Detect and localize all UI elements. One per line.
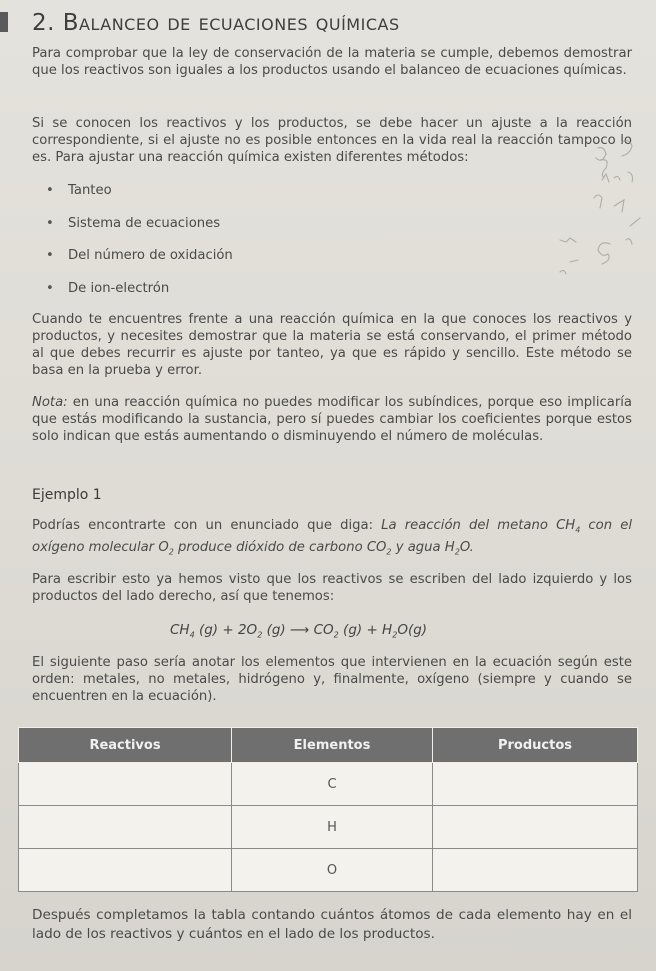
- page-edge-mark: [0, 12, 8, 32]
- statement-quote: y agua: [391, 539, 445, 555]
- intro-paragraph-1: Para comprobar que la ley de conservación de la materia se cumple, debemos demostrar que los reactivos son iguales a los productos usando el balanceo de ecuaciones químicas.: [32, 46, 632, 78]
- reaction-arrow-icon: ⟶: [289, 622, 310, 638]
- table-cell: [433, 763, 638, 806]
- list-item: • De ion-electrón: [50, 280, 233, 313]
- table-cell: [19, 763, 232, 806]
- table-cell: [433, 806, 638, 849]
- order-paragraph: El siguiente paso sería anotar los elementos que intervienen en la ecuación según este orden: metales, no metales, hidrógeno y, finalmente, oxígeno (siempre y cuando se encuentren en la ecuación).: [32, 655, 632, 704]
- table-header-row: [19, 728, 638, 763]
- table-cell: C: [232, 763, 433, 806]
- statement-quote: .: [469, 539, 474, 555]
- closing-paragraph: Después completamos la tabla contando cuántos átomos de cada elemento hay en el lado de los reactivos y cuántos en el lado de los productos.: [32, 907, 632, 942]
- note-label: Nota:: [32, 395, 68, 410]
- method-paragraph: Cuando te encuentres frente a una reacción química en la que conoces los reactivos y productos, y necesites demostrar que la materia se está conservando, el primer método al que debes recurrir es ajuste por tanteo, ya que es rápido y sencillo. Este método se basa en la prueba y error.: [32, 312, 632, 378]
- formula-water: $H_2O$: [444, 539, 470, 557]
- header-reactivos: Reactivos: [19, 728, 232, 763]
- section-title: 2. Balanceo de ecuaciones químicas: [32, 10, 400, 36]
- table-row: [19, 849, 638, 892]
- example-heading: Ejemplo 1: [32, 487, 102, 503]
- table-row: [19, 763, 638, 806]
- sides-paragraph: Para escribir esto ya hemos visto que los reactivos se escriben del lado izquierdo y los productos del lado derecho, así que tenemos:: [32, 572, 632, 604]
- list-item: • Del número de oxidación: [50, 247, 233, 280]
- balance-table: [18, 727, 638, 892]
- table-cell: [19, 849, 232, 892]
- table-row: [19, 806, 638, 849]
- formula-methane: $CH_4$: [556, 518, 581, 535]
- table-cell: O: [232, 849, 433, 892]
- methods-list: [50, 182, 233, 312]
- note-text: en una reacción química no puedes modificar los subíndices, porque eso implicaría que estás modificando la sustancia, pero sí puedes cambiar los coeficientes porque estos solo indican que estás aumentando o disminuyendo el número de moléculas.: [32, 395, 632, 444]
- note-paragraph: [32, 394, 632, 445]
- header-elementos: Elementos: [232, 728, 433, 763]
- statement-quote: con el oxígeno molecular: [32, 518, 632, 555]
- table-cell: [19, 806, 232, 849]
- list-item: • Sistema de ecuaciones: [50, 215, 233, 248]
- intro-paragraph-2: Si se conocen los reactivos y los productos, se debe hacer un ajuste a la reacción correspondiente, si el ajuste no es posible entonces en la vida real la reacción tampoco lo es. Para ajustar una reacción química existen diferentes métodos:: [32, 116, 632, 165]
- statement-quote: La reacción del metano: [381, 518, 557, 533]
- formula-oxygen: $O_2$: [158, 539, 174, 557]
- statement-quote: produce dióxido de carbono: [173, 539, 367, 555]
- example-statement: [32, 517, 632, 560]
- statement-intro: Podrías encontrarte con un enunciado que diga:: [32, 518, 382, 533]
- header-productos: Productos: [433, 728, 638, 763]
- table-cell: [433, 849, 638, 892]
- table-cell: H: [232, 806, 433, 849]
- list-item: • Tanteo: [50, 182, 233, 215]
- formula-carbon-dioxide: $CO_2$: [366, 539, 392, 557]
- chemical-equation: $CH_4$ $(g) + 2O_2$ (g) ⟶ $CO_2$ $(g) + H_2O(g)$: [170, 622, 428, 640]
